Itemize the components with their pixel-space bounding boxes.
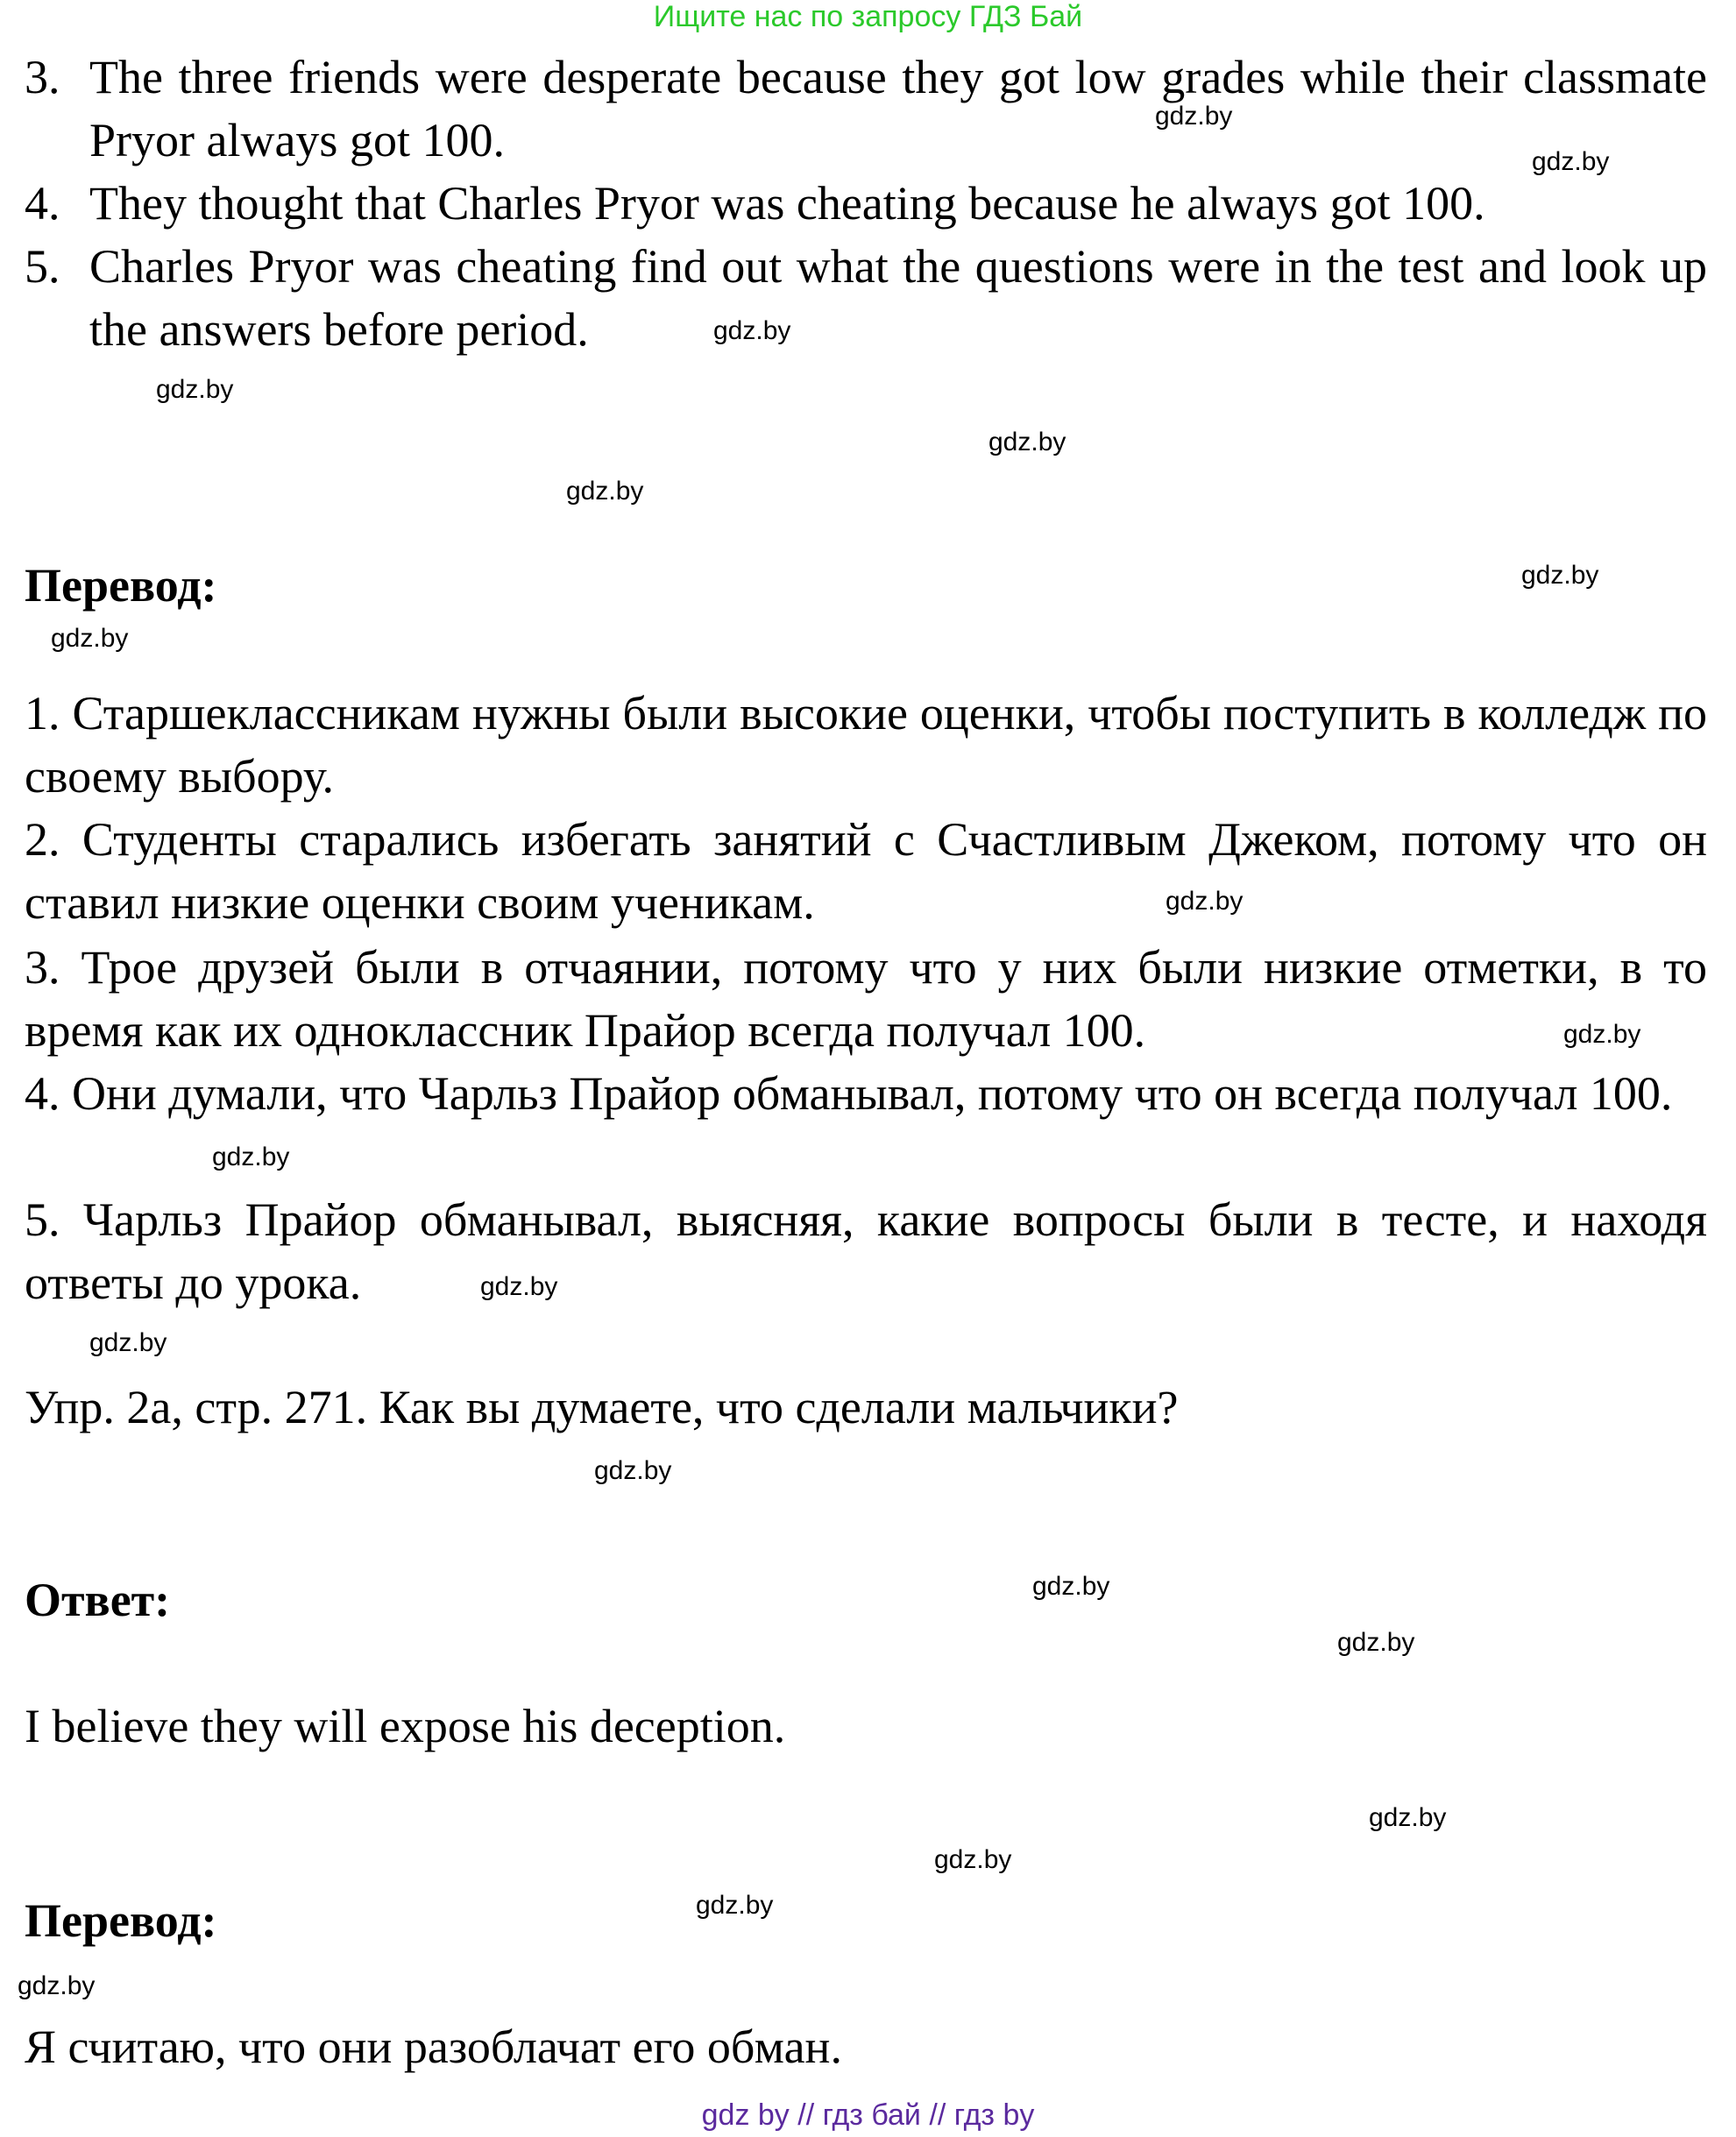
watermark: gdz.by	[212, 1143, 290, 1171]
item-number: 3.	[25, 51, 60, 103]
exercise-title: Упр. 2а, стр. 271. Как вы думаете, что сделали мальчики?	[25, 1381, 1179, 1433]
translation-item-1: 1. Старшеклассникам нужны были высокие оценки, чтобы поступить в колледж по своему выбору.	[25, 687, 1707, 803]
watermark: gdz.by	[156, 375, 234, 404]
answer-text: I believe they will expose his deception.	[25, 1700, 786, 1752]
english-item-3	[25, 46, 1707, 172]
watermark: gdz.by	[934, 1845, 1012, 1874]
answer-translation: Я считаю, что они разоблачат его обман.	[25, 2020, 842, 2073]
item-number: 4.	[25, 177, 60, 230]
watermark: gdz.by	[988, 428, 1066, 456]
watermark: gdz.by	[480, 1272, 558, 1301]
watermark: gdz.by	[594, 1456, 672, 1485]
watermark: gdz.by	[566, 477, 644, 506]
footer-links: gdz by // гдз бай // гдз by	[701, 2098, 1035, 2132]
watermark: gdz.by	[1032, 1572, 1110, 1601]
watermark: gdz.by	[696, 1891, 774, 1920]
item-number: 5.	[25, 240, 60, 293]
answer-heading: Ответ:	[25, 1574, 171, 1626]
translation-item-2: 2. Студенты старались избегать занятий с Счастливым Джеком, потому что он ставил низкие оценки своим ученикам.	[25, 813, 1707, 929]
item-text: They thought that Charles Pryor was cheating because he always got 100.	[89, 177, 1485, 230]
translation-item-3: 3. Трое друзей были в отчаянии, потому что у них были низкие отметки, в то время как их одноклассник Прайор всегда получал 100.	[25, 941, 1707, 1057]
translation-heading-2: Перевод:	[25, 1894, 217, 1947]
item-text: Charles Pryor was cheating find out what the questions were in the test and look up the answers before period.	[89, 240, 1707, 356]
watermark: gdz.by	[1369, 1803, 1447, 1832]
watermark: gdz.by	[1337, 1628, 1415, 1657]
item-text: The three friends were desperate because they got low grades while their classmate Pryor always got 100.	[89, 51, 1707, 166]
watermark: gdz.by	[1521, 561, 1599, 590]
search-banner: Ищите нас по запросу ГДЗ Бай	[653, 0, 1083, 33]
translation-item-5: 5. Чарльз Прайор обманывал, выясняя, какие вопросы были в тесте, и находя ответы до урока.	[25, 1193, 1707, 1309]
watermark: gdz.by	[1532, 147, 1610, 176]
watermark: gdz.by	[51, 624, 129, 653]
watermark: gdz.by	[18, 1971, 96, 2000]
watermark: gdz.by	[1155, 102, 1233, 131]
watermark: gdz.by	[1563, 1020, 1641, 1049]
watermark: gdz.by	[89, 1328, 167, 1357]
english-item-4	[25, 172, 1707, 235]
watermark: gdz.by	[1166, 887, 1244, 916]
translation-item-4: 4. Они думали, что Чарльз Прайор обманывал, потому что он всегда получал 100.	[25, 1067, 1673, 1120]
english-item-5	[25, 235, 1707, 361]
translation-heading: Перевод:	[25, 559, 217, 612]
watermark: gdz.by	[713, 316, 791, 345]
